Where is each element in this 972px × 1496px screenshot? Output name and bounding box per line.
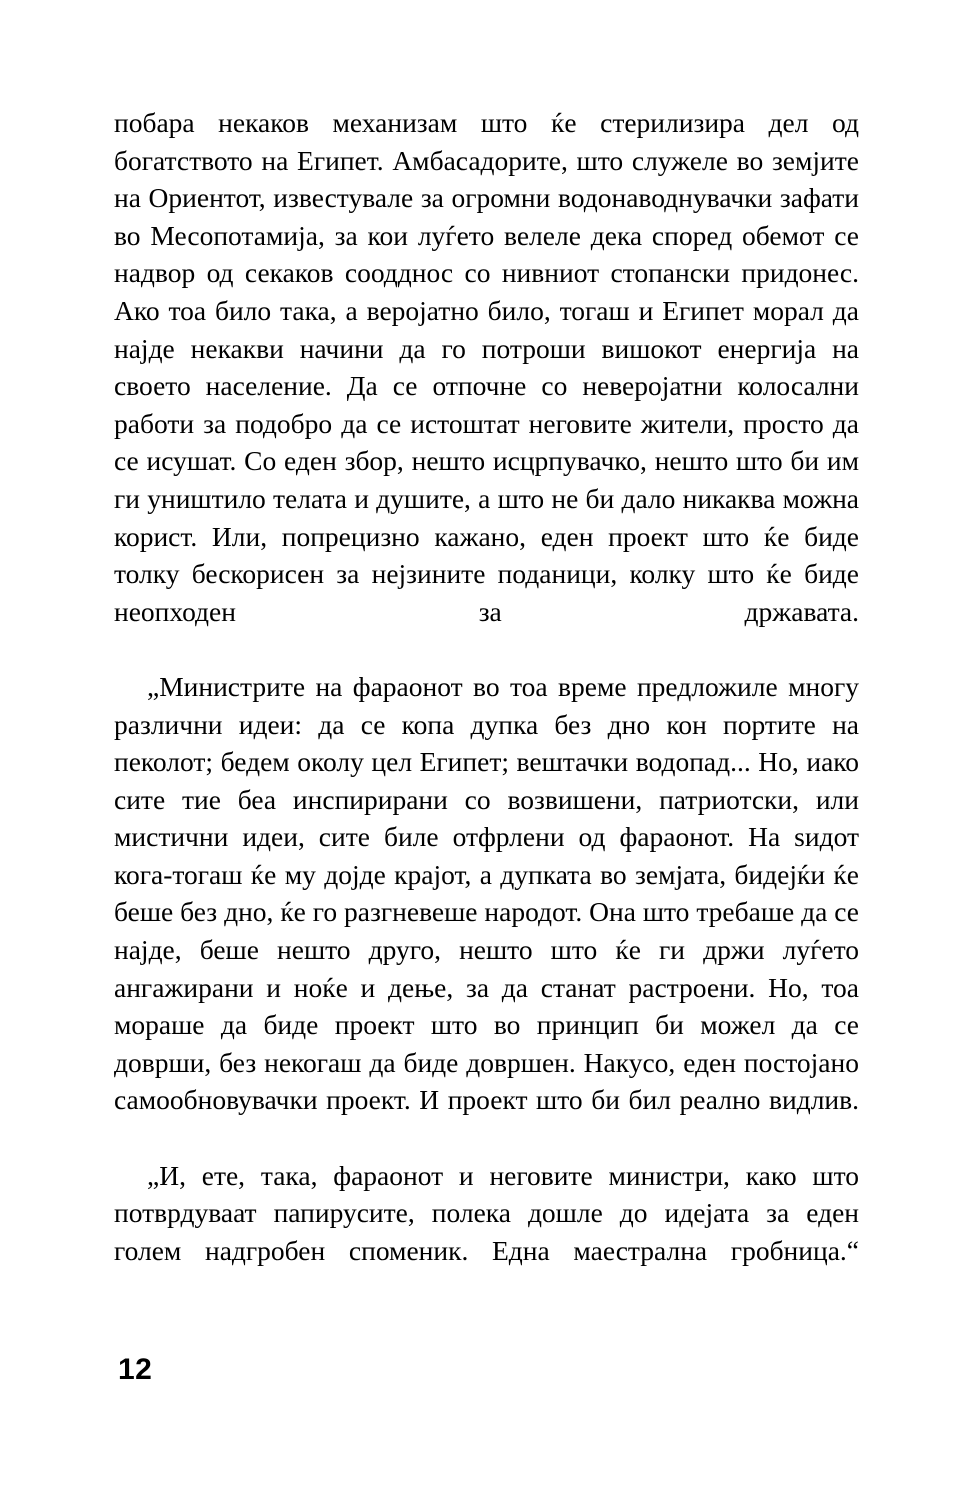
paragraph-1: побара некаков механизам што ќе стерилизира дел од богатството на Египет. Амбасадорите, што служеле во земјите на Ориентот, известувале за огромни водонаводнувачки зафати во Месопотамија, за кои луѓето велеле дека според обемот се надвор од секаков соодднос со нивниот стопански придонес. Ако тоа било така, а веројатно било, тогаш и Египет морал да најде некакви начини да го потроши вишокот енергија на своето население. Да се отпочне со неверојатни колосални работи за подобро да се истоштат неговите жители, просто да се исушат. Со еден збор, нешто исцрпувачко, нешто што би им ги уништило телата и душите, а што не би дало никаква можна корист. Или, попрецизно кажано, еден проект што ќе биде толку бескорисен за нејзините поданици, колку што ќе биде неопходен за државата. — [114, 107, 859, 627]
page-number: 12 — [118, 1353, 153, 1386]
paragraph-3: „И, ете, така, фараонот и неговите министри, како што потврдуваат папирусите, полека дошле до идејата за еден голем надгробен споменик. Една маестрална гробница.“ — [114, 1159, 859, 1266]
body-text-column — [114, 104, 859, 1307]
paragraph-2: „Министрите на фараонот во тоа време предложиле многу различни идеи: да се копа дупка без дно кон портите на пеколот; бедем околу цел Египет; вештачки водопад... Но, иако сите тие беа инспирирани со возвишени, патриотски, или мистични идеи, сите биле отфрлени од фараонот. На ѕидот кога-тогаш ќе му дојде крајот, а дупката во земјата, бидејќи ќе беше без дно, ќе го разгневеше народот. Она што требаше да се најде, беше нешто друго, нешто што ќе ги држи луѓето ангажирани и ноќе и дење, за да станат растроени. Но, тоа мораше да биде проект што во принцип би можел да се доврши, без некогаш да биде довршен. Накусо, еден постојано самообновувачки проект. И проект што би бил реално видлив. — [114, 670, 859, 1116]
